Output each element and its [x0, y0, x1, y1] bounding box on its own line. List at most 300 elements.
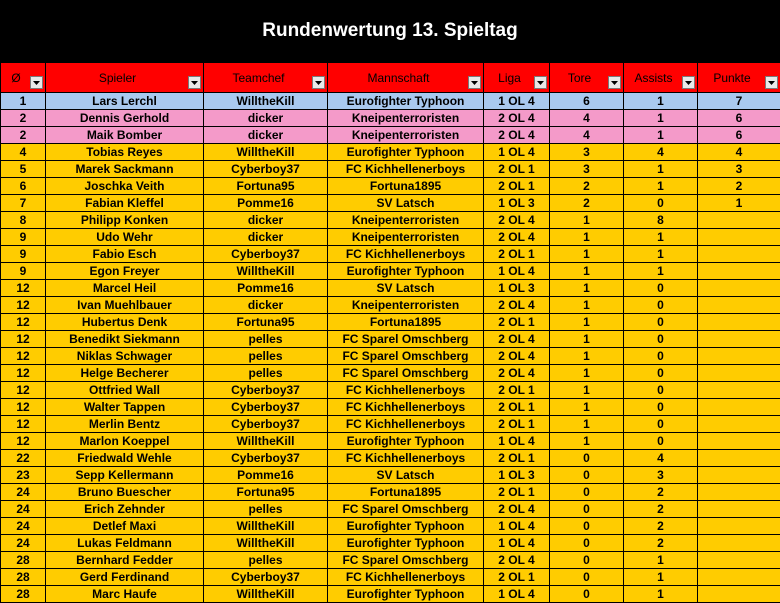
cell-tore: 1 — [550, 399, 624, 416]
cell-assists: 0 — [624, 314, 698, 331]
cell-tore: 1 — [550, 297, 624, 314]
cell-rank: 28 — [1, 586, 46, 603]
cell-tore: 0 — [550, 450, 624, 467]
cell-rank: 24 — [1, 518, 46, 535]
cell-tore: 2 — [550, 178, 624, 195]
cell-rank: 24 — [1, 484, 46, 501]
cell-assists: 0 — [624, 195, 698, 212]
cell-assists: 0 — [624, 348, 698, 365]
cell-tore: 1 — [550, 382, 624, 399]
dropdown-arrow-icon — [33, 81, 40, 85]
cell-liga: 2 OL 4 — [484, 501, 550, 518]
table-row — [1, 93, 780, 110]
table-row — [1, 450, 780, 467]
table-row — [1, 297, 780, 314]
cell-assists: 1 — [624, 569, 698, 586]
cell-teamchef: Cyberboy37 — [204, 569, 328, 586]
filter-dropdown-button[interactable] — [765, 76, 778, 89]
cell-assists: 2 — [624, 501, 698, 518]
cell-mannschaft: Fortuna1895 — [328, 314, 484, 331]
cell-teamchef: WilltheKill — [204, 433, 328, 450]
cell-punkte — [698, 212, 780, 229]
cell-rank: 12 — [1, 314, 46, 331]
cell-mannschaft: SV Latsch — [328, 195, 484, 212]
cell-mannschaft: Kneipenterroristen — [328, 229, 484, 246]
cell-tore: 0 — [550, 586, 624, 603]
cell-tore: 6 — [550, 93, 624, 110]
cell-punkte — [698, 501, 780, 518]
table-row — [1, 433, 780, 450]
cell-assists: 0 — [624, 297, 698, 314]
cell-punkte — [698, 467, 780, 484]
cell-spieler: Marc Haufe — [46, 586, 204, 603]
table-row — [1, 246, 780, 263]
cell-mannschaft: FC Kichhellenerboys — [328, 382, 484, 399]
cell-rank: 12 — [1, 365, 46, 382]
cell-rank: 2 — [1, 127, 46, 144]
cell-spieler: Fabio Esch — [46, 246, 204, 263]
cell-teamchef: Fortuna95 — [204, 178, 328, 195]
cell-tore: 0 — [550, 569, 624, 586]
cell-spieler: Fabian Kleffel — [46, 195, 204, 212]
table-row — [1, 212, 780, 229]
cell-liga: 2 OL 1 — [484, 450, 550, 467]
cell-rank: 12 — [1, 348, 46, 365]
cell-rank: 12 — [1, 399, 46, 416]
cell-spieler: Maik Bomber — [46, 127, 204, 144]
cell-liga: 1 OL 4 — [484, 518, 550, 535]
cell-mannschaft: Eurofighter Typhoon — [328, 433, 484, 450]
cell-teamchef: WilltheKill — [204, 535, 328, 552]
cell-mannschaft: Kneipenterroristen — [328, 127, 484, 144]
cell-spieler: Ottfried Wall — [46, 382, 204, 399]
cell-rank: 9 — [1, 246, 46, 263]
cell-rank: 12 — [1, 382, 46, 399]
cell-spieler: Lars Lerchl — [46, 93, 204, 110]
cell-tore: 3 — [550, 144, 624, 161]
cell-teamchef: dicker — [204, 110, 328, 127]
cell-rank: 23 — [1, 467, 46, 484]
table-row — [1, 127, 780, 144]
cell-punkte — [698, 399, 780, 416]
cell-spieler: Dennis Gerhold — [46, 110, 204, 127]
cell-spieler: Marcel Heil — [46, 280, 204, 297]
cell-punkte — [698, 416, 780, 433]
column-header-label: Liga — [498, 71, 535, 85]
cell-punkte — [698, 433, 780, 450]
cell-punkte — [698, 382, 780, 399]
cell-mannschaft: FC Kichhellenerboys — [328, 246, 484, 263]
cell-rank: 28 — [1, 552, 46, 569]
cell-spieler: Marek Sackmann — [46, 161, 204, 178]
cell-punkte: 3 — [698, 161, 780, 178]
cell-assists: 1 — [624, 552, 698, 569]
table-row — [1, 263, 780, 280]
cell-punkte — [698, 518, 780, 535]
cell-liga: 2 OL 1 — [484, 382, 550, 399]
cell-rank: 24 — [1, 535, 46, 552]
cell-punkte: 4 — [698, 144, 780, 161]
cell-assists: 1 — [624, 246, 698, 263]
cell-rank: 5 — [1, 161, 46, 178]
cell-punkte — [698, 484, 780, 501]
column-header-liga — [484, 63, 550, 93]
cell-tore: 1 — [550, 348, 624, 365]
cell-liga: 1 OL 3 — [484, 195, 550, 212]
cell-punkte — [698, 535, 780, 552]
cell-spieler: Gerd Ferdinand — [46, 569, 204, 586]
cell-spieler: Merlin Bentz — [46, 416, 204, 433]
cell-teamchef: Pomme16 — [204, 280, 328, 297]
cell-teamchef: Cyberboy37 — [204, 416, 328, 433]
table-row — [1, 569, 780, 586]
cell-mannschaft: Eurofighter Typhoon — [328, 586, 484, 603]
cell-mannschaft: SV Latsch — [328, 467, 484, 484]
cell-punkte — [698, 229, 780, 246]
column-header-label: Punkte — [713, 71, 764, 85]
table-body — [1, 93, 780, 603]
cell-rank: 12 — [1, 416, 46, 433]
cell-spieler: Erich Zehnder — [46, 501, 204, 518]
cell-liga: 2 OL 1 — [484, 484, 550, 501]
cell-rank: 12 — [1, 433, 46, 450]
cell-tore: 1 — [550, 433, 624, 450]
cell-tore: 0 — [550, 552, 624, 569]
cell-punkte: 2 — [698, 178, 780, 195]
cell-punkte: 6 — [698, 127, 780, 144]
column-header-label: Mannschaft — [367, 71, 443, 85]
cell-spieler: Sepp Kellermann — [46, 467, 204, 484]
cell-liga: 2 OL 4 — [484, 365, 550, 382]
cell-mannschaft: Fortuna1895 — [328, 178, 484, 195]
cell-mannschaft: FC Kichhellenerboys — [328, 399, 484, 416]
table-row — [1, 110, 780, 127]
cell-teamchef: pelles — [204, 501, 328, 518]
table-row — [1, 535, 780, 552]
cell-assists: 0 — [624, 280, 698, 297]
cell-assists: 0 — [624, 331, 698, 348]
cell-mannschaft: FC Kichhellenerboys — [328, 416, 484, 433]
cell-spieler: Ivan Muehlbauer — [46, 297, 204, 314]
cell-rank: 1 — [1, 93, 46, 110]
cell-mannschaft: Eurofighter Typhoon — [328, 93, 484, 110]
cell-assists: 0 — [624, 382, 698, 399]
cell-rank: 4 — [1, 144, 46, 161]
cell-mannschaft: Eurofighter Typhoon — [328, 518, 484, 535]
cell-tore: 1 — [550, 229, 624, 246]
cell-liga: 2 OL 4 — [484, 229, 550, 246]
cell-assists: 2 — [624, 518, 698, 535]
cell-spieler: Hubertus Denk — [46, 314, 204, 331]
cell-mannschaft: Kneipenterroristen — [328, 297, 484, 314]
cell-teamchef: WilltheKill — [204, 263, 328, 280]
cell-punkte — [698, 297, 780, 314]
table-row — [1, 280, 780, 297]
cell-tore: 1 — [550, 246, 624, 263]
cell-tore: 1 — [550, 212, 624, 229]
cell-punkte — [698, 314, 780, 331]
cell-rank: 12 — [1, 297, 46, 314]
table-row — [1, 552, 780, 569]
cell-spieler: Benedikt Siekmann — [46, 331, 204, 348]
title-bar — [0, 0, 780, 62]
cell-punkte — [698, 569, 780, 586]
cell-mannschaft: FC Kichhellenerboys — [328, 450, 484, 467]
cell-liga: 2 OL 4 — [484, 331, 550, 348]
cell-punkte: 7 — [698, 93, 780, 110]
cell-assists: 1 — [624, 161, 698, 178]
cell-tore: 0 — [550, 467, 624, 484]
cell-rank: 8 — [1, 212, 46, 229]
cell-mannschaft: Eurofighter Typhoon — [328, 263, 484, 280]
cell-rank: 28 — [1, 569, 46, 586]
cell-teamchef: Cyberboy37 — [204, 450, 328, 467]
cell-liga: 2 OL 1 — [484, 399, 550, 416]
cell-mannschaft: FC Sparel Omschberg — [328, 348, 484, 365]
cell-tore: 4 — [550, 127, 624, 144]
cell-liga: 1 OL 3 — [484, 467, 550, 484]
dropdown-arrow-icon — [191, 81, 198, 85]
cell-spieler: Egon Freyer — [46, 263, 204, 280]
cell-assists: 0 — [624, 416, 698, 433]
cell-rank: 9 — [1, 263, 46, 280]
column-header-label: Assists — [634, 71, 686, 85]
cell-punkte — [698, 348, 780, 365]
table-row — [1, 501, 780, 518]
cell-mannschaft: Eurofighter Typhoon — [328, 144, 484, 161]
cell-rank: 12 — [1, 331, 46, 348]
table-row — [1, 399, 780, 416]
cell-assists: 1 — [624, 229, 698, 246]
cell-mannschaft: Kneipenterroristen — [328, 110, 484, 127]
table-row — [1, 416, 780, 433]
cell-mannschaft: Eurofighter Typhoon — [328, 535, 484, 552]
cell-tore: 0 — [550, 501, 624, 518]
cell-tore: 1 — [550, 280, 624, 297]
cell-rank: 9 — [1, 229, 46, 246]
cell-tore: 1 — [550, 263, 624, 280]
cell-assists: 0 — [624, 399, 698, 416]
page-title: Rundenwertung 13. Spieltag — [262, 20, 517, 42]
cell-punkte — [698, 246, 780, 263]
cell-spieler: Marlon Koeppel — [46, 433, 204, 450]
cell-punkte — [698, 280, 780, 297]
cell-liga: 1 OL 4 — [484, 263, 550, 280]
cell-teamchef: dicker — [204, 212, 328, 229]
table-row — [1, 314, 780, 331]
cell-rank: 24 — [1, 501, 46, 518]
cell-assists: 4 — [624, 450, 698, 467]
cell-liga: 1 OL 4 — [484, 535, 550, 552]
table-row — [1, 144, 780, 161]
cell-liga: 1 OL 4 — [484, 433, 550, 450]
table-row — [1, 518, 780, 535]
cell-mannschaft: FC Sparel Omschberg — [328, 552, 484, 569]
column-header-spieler — [46, 63, 204, 93]
cell-teamchef: Fortuna95 — [204, 314, 328, 331]
cell-spieler: Friedwald Wehle — [46, 450, 204, 467]
cell-teamchef: Fortuna95 — [204, 484, 328, 501]
table-row — [1, 586, 780, 603]
cell-assists: 1 — [624, 110, 698, 127]
cell-assists: 0 — [624, 365, 698, 382]
column-header-rank — [1, 63, 46, 93]
cell-assists: 2 — [624, 484, 698, 501]
cell-spieler: Bruno Buescher — [46, 484, 204, 501]
cell-spieler: Bernhard Fedder — [46, 552, 204, 569]
cell-spieler: Detlef Maxi — [46, 518, 204, 535]
column-header-tore — [550, 63, 624, 93]
column-header-label: Ø — [11, 71, 34, 85]
cell-liga: 2 OL 1 — [484, 161, 550, 178]
standings-table — [0, 62, 780, 603]
cell-assists: 4 — [624, 144, 698, 161]
cell-mannschaft: FC Sparel Omschberg — [328, 331, 484, 348]
cell-teamchef: pelles — [204, 331, 328, 348]
cell-teamchef: pelles — [204, 348, 328, 365]
cell-assists: 3 — [624, 467, 698, 484]
cell-tore: 0 — [550, 484, 624, 501]
cell-teamchef: Pomme16 — [204, 467, 328, 484]
cell-teamchef: pelles — [204, 552, 328, 569]
table-row — [1, 365, 780, 382]
cell-tore: 2 — [550, 195, 624, 212]
cell-assists: 1 — [624, 178, 698, 195]
cell-teamchef: Cyberboy37 — [204, 246, 328, 263]
cell-tore: 1 — [550, 365, 624, 382]
cell-mannschaft: FC Sparel Omschberg — [328, 365, 484, 382]
cell-mannschaft: SV Latsch — [328, 280, 484, 297]
filter-dropdown-button[interactable] — [312, 76, 325, 89]
cell-punkte — [698, 450, 780, 467]
cell-punkte — [698, 263, 780, 280]
cell-teamchef: Cyberboy37 — [204, 382, 328, 399]
dropdown-arrow-icon — [611, 81, 618, 85]
cell-spieler: Lukas Feldmann — [46, 535, 204, 552]
cell-liga: 2 OL 4 — [484, 552, 550, 569]
cell-liga: 2 OL 4 — [484, 297, 550, 314]
cell-teamchef: WilltheKill — [204, 93, 328, 110]
cell-assists: 0 — [624, 433, 698, 450]
cell-tore: 0 — [550, 518, 624, 535]
header-row — [1, 63, 780, 93]
dropdown-arrow-icon — [685, 81, 692, 85]
filter-dropdown-button[interactable] — [468, 76, 481, 89]
table-row — [1, 178, 780, 195]
cell-rank: 7 — [1, 195, 46, 212]
table-row — [1, 348, 780, 365]
column-header-label: Tore — [568, 71, 605, 85]
column-header-teamchef — [204, 63, 328, 93]
table-row — [1, 195, 780, 212]
cell-liga: 2 OL 4 — [484, 348, 550, 365]
column-header-punkte — [698, 63, 780, 93]
cell-teamchef: Pomme16 — [204, 195, 328, 212]
cell-punkte — [698, 331, 780, 348]
cell-assists: 8 — [624, 212, 698, 229]
filter-dropdown-button[interactable] — [608, 76, 621, 89]
cell-liga: 2 OL 1 — [484, 246, 550, 263]
cell-liga: 2 OL 1 — [484, 178, 550, 195]
cell-tore: 4 — [550, 110, 624, 127]
cell-spieler: Philipp Konken — [46, 212, 204, 229]
cell-spieler: Helge Becherer — [46, 365, 204, 382]
cell-liga: 2 OL 4 — [484, 127, 550, 144]
cell-tore: 0 — [550, 535, 624, 552]
cell-teamchef: pelles — [204, 365, 328, 382]
column-header-assists — [624, 63, 698, 93]
cell-liga: 1 OL 3 — [484, 280, 550, 297]
cell-teamchef: dicker — [204, 127, 328, 144]
dropdown-arrow-icon — [768, 81, 775, 85]
cell-mannschaft: FC Kichhellenerboys — [328, 569, 484, 586]
cell-spieler: Niklas Schwager — [46, 348, 204, 365]
table-row — [1, 382, 780, 399]
dropdown-arrow-icon — [471, 81, 478, 85]
cell-mannschaft: FC Sparel Omschberg — [328, 501, 484, 518]
cell-assists: 1 — [624, 93, 698, 110]
cell-liga: 2 OL 1 — [484, 416, 550, 433]
cell-assists: 1 — [624, 263, 698, 280]
cell-punkte — [698, 552, 780, 569]
dropdown-arrow-icon — [537, 81, 544, 85]
cell-liga: 2 OL 4 — [484, 110, 550, 127]
cell-assists: 1 — [624, 127, 698, 144]
cell-mannschaft: FC Kichhellenerboys — [328, 161, 484, 178]
cell-assists: 2 — [624, 535, 698, 552]
filter-dropdown-button[interactable] — [30, 76, 43, 89]
cell-teamchef: dicker — [204, 229, 328, 246]
cell-teamchef: Cyberboy37 — [204, 399, 328, 416]
cell-liga: 1 OL 4 — [484, 93, 550, 110]
cell-punkte: 1 — [698, 195, 780, 212]
cell-rank: 12 — [1, 280, 46, 297]
cell-punkte: 6 — [698, 110, 780, 127]
cell-punkte — [698, 586, 780, 603]
cell-teamchef: WilltheKill — [204, 586, 328, 603]
cell-assists: 1 — [624, 586, 698, 603]
cell-teamchef: WilltheKill — [204, 144, 328, 161]
table-row — [1, 161, 780, 178]
column-header-label: Teamchef — [232, 71, 298, 85]
cell-tore: 1 — [550, 314, 624, 331]
cell-liga: 1 OL 4 — [484, 144, 550, 161]
cell-tore: 1 — [550, 416, 624, 433]
dropdown-arrow-icon — [315, 81, 322, 85]
cell-liga: 2 OL 1 — [484, 314, 550, 331]
table-row — [1, 484, 780, 501]
cell-teamchef: dicker — [204, 297, 328, 314]
cell-liga: 2 OL 4 — [484, 212, 550, 229]
table-row — [1, 229, 780, 246]
filter-dropdown-button[interactable] — [682, 76, 695, 89]
cell-mannschaft: Fortuna1895 — [328, 484, 484, 501]
cell-teamchef: WilltheKill — [204, 518, 328, 535]
cell-spieler: Walter Tappen — [46, 399, 204, 416]
cell-tore: 1 — [550, 331, 624, 348]
cell-tore: 3 — [550, 161, 624, 178]
filter-dropdown-button[interactable] — [188, 76, 201, 89]
column-header-mannschaft — [328, 63, 484, 93]
cell-liga: 1 OL 4 — [484, 586, 550, 603]
cell-liga: 2 OL 1 — [484, 569, 550, 586]
cell-mannschaft: Kneipenterroristen — [328, 212, 484, 229]
table-row — [1, 467, 780, 484]
filter-dropdown-button[interactable] — [534, 76, 547, 89]
cell-rank: 2 — [1, 110, 46, 127]
column-header-label: Spieler — [99, 71, 150, 85]
cell-rank: 6 — [1, 178, 46, 195]
